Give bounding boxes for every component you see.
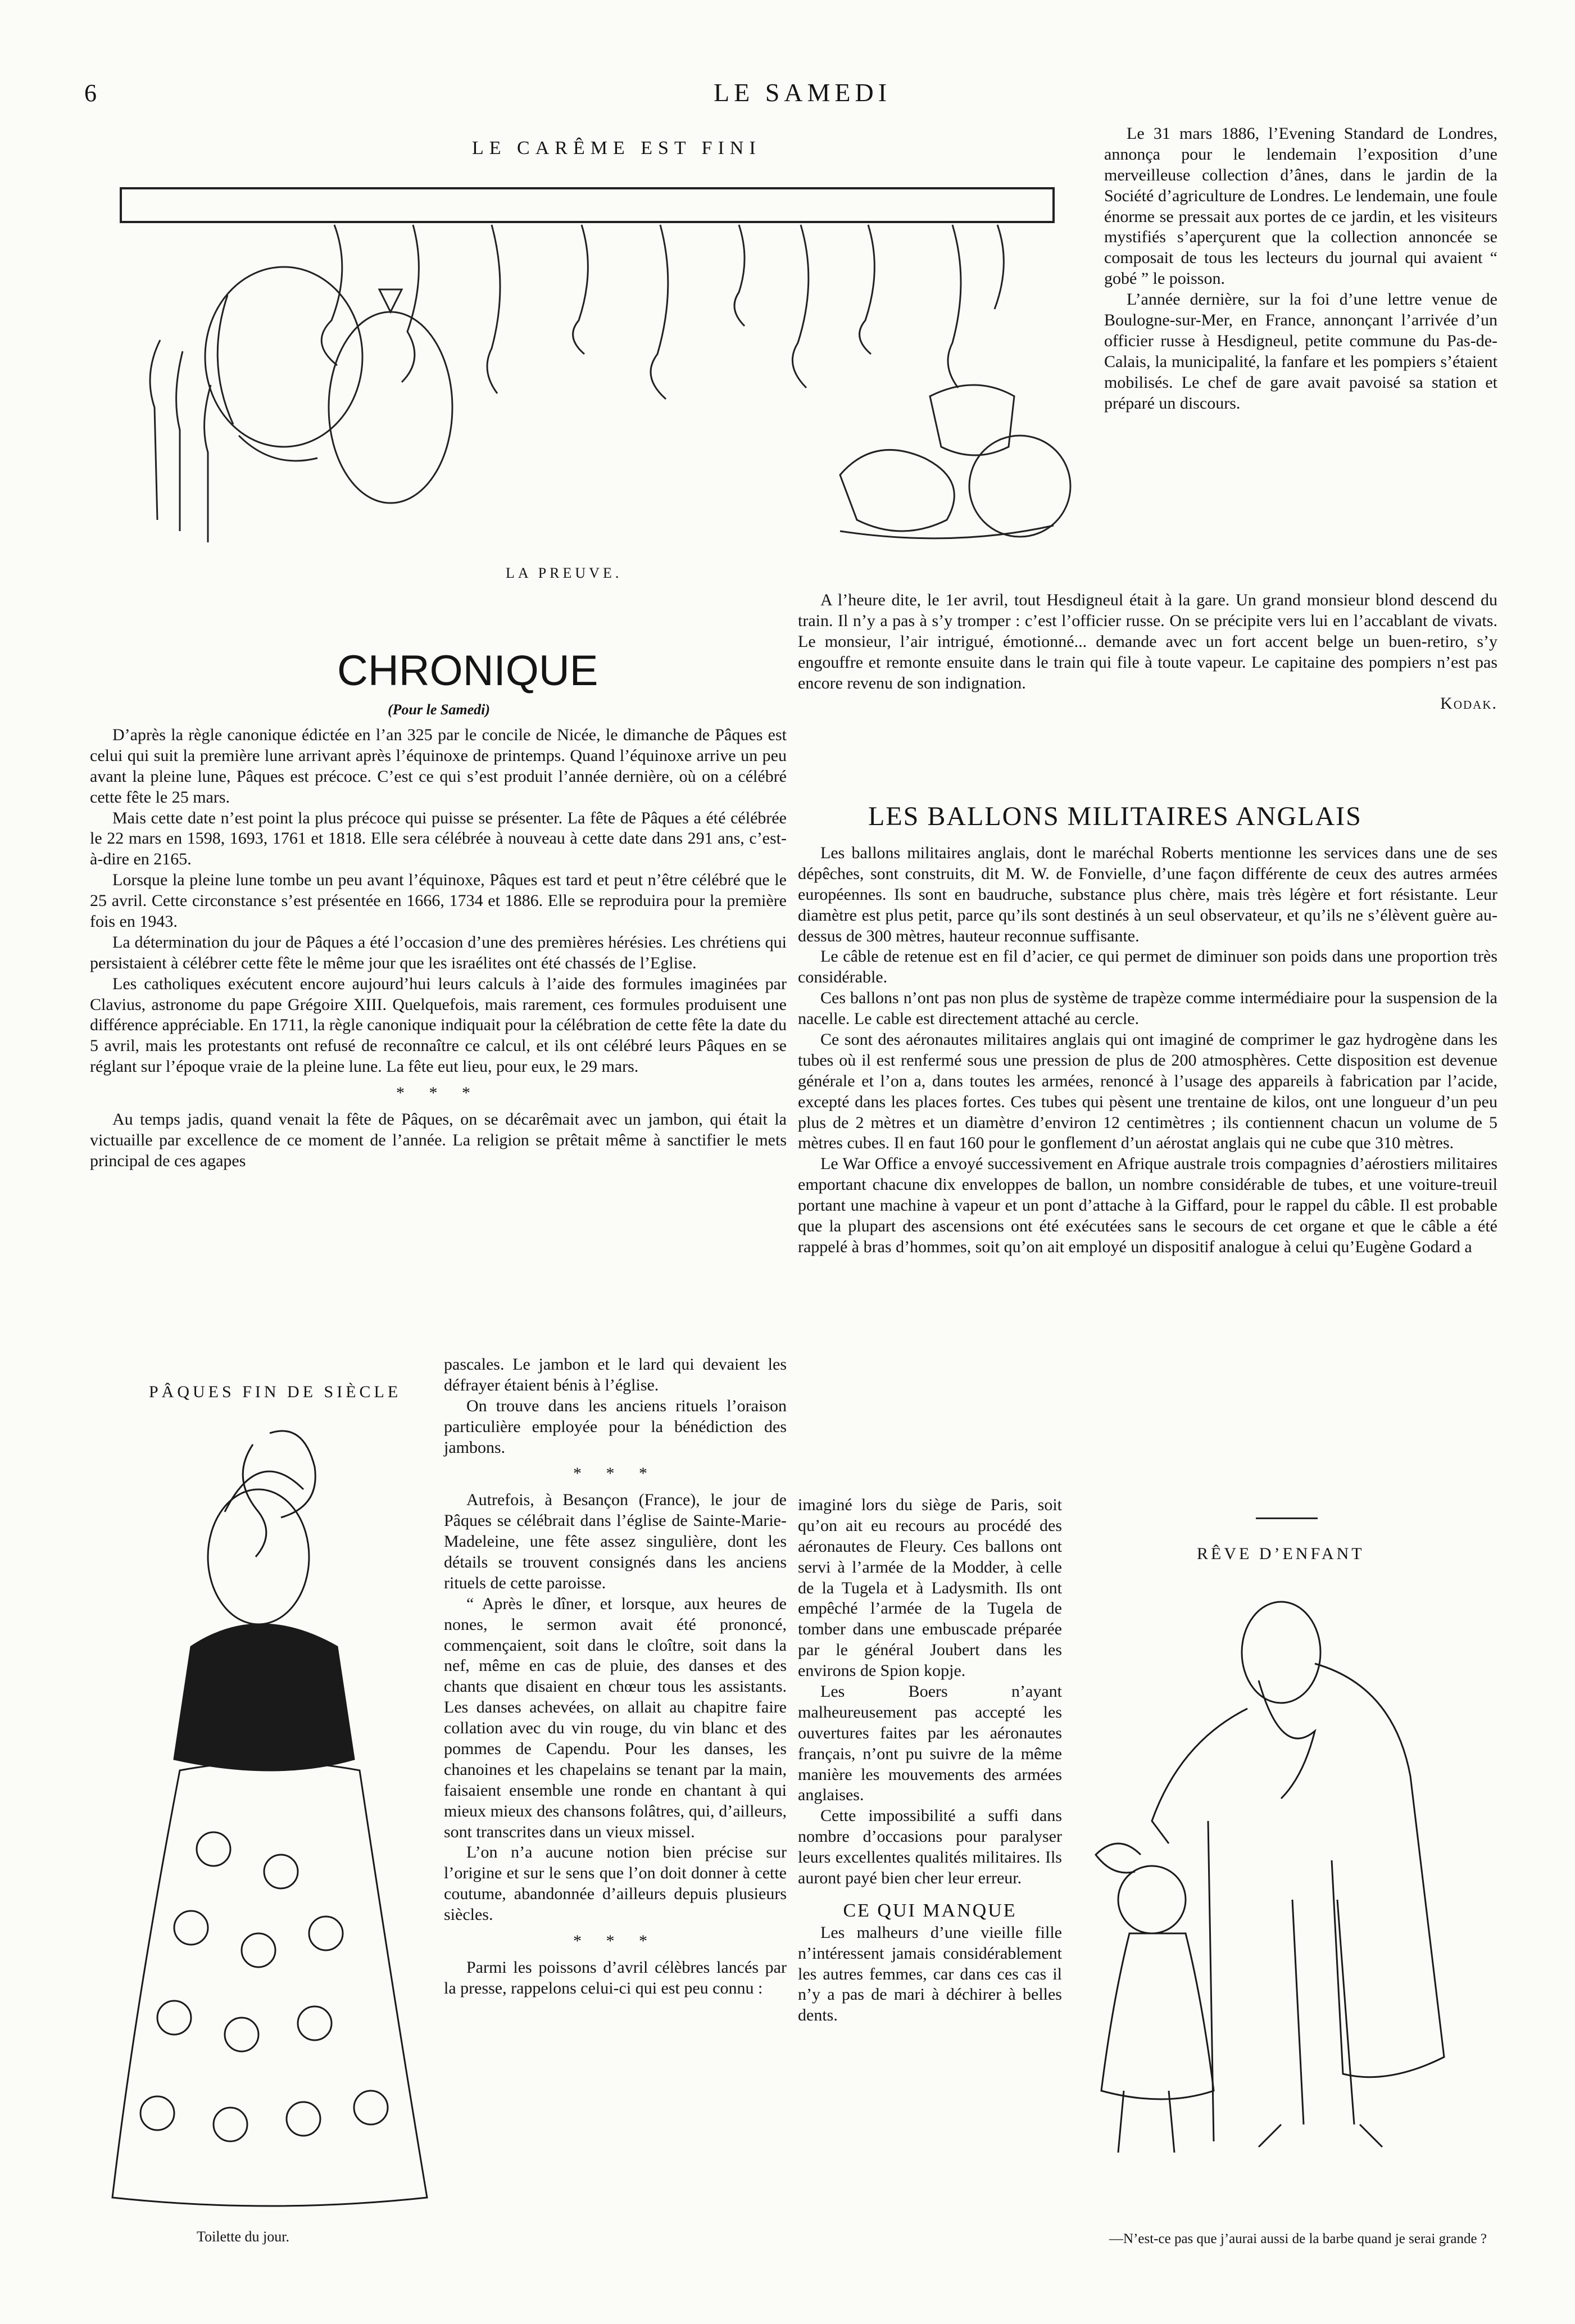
evening-signature: Kodak. <box>1440 694 1497 713</box>
middle-column <box>444 1354 787 1999</box>
careme-caption: LA PREUVE. <box>506 565 623 581</box>
paques-caption: Toilette du jour. <box>197 2228 289 2245</box>
reve-illustration <box>1079 1585 1506 2181</box>
careme-illustration <box>98 171 1076 559</box>
middle-separator: * * * <box>573 1932 657 1951</box>
middle-paragraph: L’on n’a aucune notion bien précise sur l’origine et sur le sens que l’on doit donner à cette coutume, abandonnée d’ailleurs depuis plusieurs siècles. <box>444 1843 787 1924</box>
masthead: LE SAMEDI <box>714 78 892 107</box>
middle-separator: * * * <box>573 1464 657 1483</box>
reve-heading: RÊVE D’ENFANT <box>1197 1544 1365 1563</box>
middle-paragraph: Parmi les poissons d’avril célèbres lancés par la presse, rappelons celui-ci qui est peu connu : <box>444 1958 787 1997</box>
ballons-paragraph: Cette impossibilité a suffi dans nombre d’occasions pour paralyser leurs excellentes qualités militaires. Ils auront payé bien cher leur erreur. <box>798 1806 1062 1888</box>
chronique-column <box>90 725 787 1172</box>
evening-column <box>1104 124 1497 414</box>
chronique-paragraph: La détermination du jour de Pâques a été l’occasion d’une des premières hérésies. Les chrétiens qui persistaient à célébrer cette fête le même jour que les israélites ont été chassés de l’Eglise. <box>90 932 787 972</box>
middle-paragraph: pascales. Le jambon et le lard qui devaient les défrayer étaient bénis à l’église. <box>444 1355 787 1394</box>
ballons-column <box>798 843 1497 1258</box>
evening-paragraph: Le 31 mars 1886, l’Evening Standard de Londres, annonça pour le lendemain l’exposition d’une merveilleuse collection d’ânes, dans le jardin de la Société d’agriculture de Londres. Le lendemain, une foule énorme se pressait aux portes de ce jardin, et les visiteurs mystifiés s’aperçurent que la collection annoncée se composait de tous les lecteurs du journal qui avaient “ gobé ” le poisson. <box>1104 124 1497 288</box>
manque-title: CE QUI MANQUE <box>843 1900 1017 1921</box>
chronique-paragraph: D’après la règle canonique édictée en l’an 325 par le concile de Nicée, le dimanche de Pâques est celui qui suit la première lune arrivant après l’équinoxe de printemps. Quand l’équinoxe arrive un peu avant la pleine lune, Pâques est précoce. C’est ce qui s’est produit l’année dernière, où on a célébré cette fête le 25 mars. <box>90 726 787 807</box>
chronique-separator: * * * <box>396 1084 480 1103</box>
page-number: 6 <box>84 79 97 107</box>
chronique-subtitle: (Pour le Samedi) <box>388 701 490 718</box>
middle-paragraph: Autrefois, à Besançon (France), le jour de Pâques se célébrait dans l’église de Sainte-Marie-Madeleine, une fête assez singulière, dont les détails se trouvent consignés dans les anciens rituels de cette paroisse. <box>444 1491 787 1592</box>
chronique-title: CHRONIQUE <box>337 647 598 695</box>
chronique-paragraph: Au temps jadis, quand venait la fête de Pâques, on se décarêmait avec un jambon, qui était la victuaille par excellence de ce moment de l’année. La religion se prêtait même à sanctifier le mets principal de ces agapes <box>90 1110 787 1170</box>
paques-heading: PÂQUES FIN DE SIÈCLE <box>149 1383 402 1401</box>
ballons-paragraph: Ces ballons n’ont pas non plus de système de trapèze comme intermédiaire pour la suspension de la nacelle. Le cable est directement attaché au cercle. <box>798 989 1497 1029</box>
evening-continued <box>798 590 1497 714</box>
ballons-paragraph: imaginé lors du siège de Paris, soit qu’on ait eu recours au procédé des aéronautes de Fleury. Ces ballons ont servi à l’armée de la Modder, à celle de la Tugela et à Ladysmith. Ils ont empêché l’armée de la Tugela de tomber dans une embuscade préparée par le général Joubert dans les environs de Spion kopje. <box>798 1496 1062 1680</box>
middle-paragraph: On trouve dans les anciens rituels l’oraison particulière employée pour la bénédiction des jambons. <box>444 1396 787 1457</box>
chronique-paragraph: Les catholiques exécutent encore aujourd’hui leurs calculs à l’aide des formules imaginées par Clavius, astronome du pape Grégoire XIII. Quelquefois, mais rarement, ces formules produisent une différence appréciable. En 1711, la règle canonique indiquait pour la célébration de cette fête la date du 5 avril, mais les protestants ont refusé de reconnaître ce calcul, et ils ont célébré leurs Pâques en se réglant sur l’époque vraie de la pleine lune. La fête eut lieu, pour eux, le 29 mars. <box>90 974 787 1076</box>
evening-paragraph: L’année dernière, sur la foi d’une lettre venue de Boulogne-sur-Mer, en France, annonçant l’arrivée d’un officier russe à Hesdigneul, petite commune du Pas-de-Calais, la municipalité, la fanfare et les pompiers s’étaient mobilisés. Le chef de gare avait pavoisé sa station et préparé un discours. <box>1104 290 1497 413</box>
ballons-paragraph: Les Boers n’ayant malheureusement pas accepté les ouvertures faites par les aéronautes français, n’ont pu suivre de la même manière les mouvements des armées anglaises. <box>798 1682 1062 1805</box>
evening-paragraph: A l’heure dite, le 1er avril, tout Hesdigneul était à la gare. Un grand monsieur blond descend du train. Il n’y a pas à s’y tromper : c’est l’officier russe. On se précipite vers lui en l’accablant de vivats. Le monsieur, l’air intrigué, émotionné... demande avec un fort accent belge un buen-retiro, s’y engouffre et remonte ensuite dans le train qui file à toute vapeur. Le capitaine des pompiers n’est pas encore revenu de son indignation. <box>798 591 1497 692</box>
manque-text: Les malheurs d’une vieille fille n’intéressent jamais considérablement les autres femmes, car dans ces cas il n’y a pas de mari à déchirer à belles dents. <box>798 1923 1062 2025</box>
ballons-paragraph: Le War Office a envoyé successivement en Afrique australe trois compagnies d’aérostiers militaires emportant chacune dix enveloppes de ballon, un nombre considérable de tubes, et une voiture-treuil portant une machine à vapeur et un pont d’attache à la Giffard, pour le rappel du câble. Il est probable que la plupart des ascensions ont été exécutées sans le secours de cet organe et que le câble a été rappelé à bras d’hommes, soit qu’on ait employé un dispositif analogue à celui qu’Eugène Godard a <box>798 1154 1497 1256</box>
ballons-paragraph: Le câble de retenue est en fil d’acier, ce qui permet de diminuer son poids dans une proportion très considérable. <box>798 947 1497 987</box>
reve-caption: —N’est-ce pas que j’aurai aussi de la barbe quand je serai grande ? <box>1109 2231 1487 2246</box>
middle-paragraph: “ Après le dîner, et lorsque, aux heures de nones, le sermon avait été prononcé, commençaient, soit dans le cloître, soit dans la nef, même en cas de pluie, des danses et des chants que disaient en chœur tous les assistants. Les danses achevées, on allait au chapitre faire collation avec du vin rouge, du vin blanc et des pommes de Capendu. Pour les danses, les chanoines et les chapelains se tenant par la main, faisaient ensemble une ronde en chantant à qui mieux mieux des chansons folâtres, qui, d’ailleurs, sont transcrites dans un vieux missel. <box>444 1594 787 1841</box>
ballons-paragraph: Ce sont des aéronautes militaires anglais qui ont imaginé de comprimer le gaz hydrogène dans les tubes où il est renfermé sous une pression de plus de 200 atmosphères. Cette disposition est devenue générale et l’on a, dans toutes les armées, renoncé à l’usage des appareils à fabrication par l’acide, excepté dans les places fortes. Ces tubes qui pèsent une trentaine de kilos, ont une longueur d’un peu plus de 2 mètres et un diamètre d’environ 12 centimètres ; ils contiennent chacun un volume de 5 mètres cubes. Il en faut 160 pour le gonflement d’un aérostat anglais qui ne cube que 310 mètres. <box>798 1030 1497 1153</box>
careme-heading: LE CARÊME EST FINI <box>472 138 761 158</box>
ballons-continued <box>798 1495 1062 2026</box>
reve-heading-rule <box>1256 1517 1318 1519</box>
chronique-paragraph: Mais cette date n’est point la plus précoce qui puisse se présenter. La fête de Pâques a été célébrée le 22 mars en 1598, 1693, 1761 et 1818. Elle sera célébrée à nouveau à cette date dans 291 ans, c’est-à-dire en 2165. <box>90 808 787 869</box>
chronique-paragraph: Lorsque la pleine lune tombe un peu avant l’équinoxe, Pâques est tard et peut n’être célébré que le 25 avril. Cette circonstance s’est présentée en 1666, 1734 et 1886. Elle se reproduira pour la première fois en 1943. <box>90 871 787 931</box>
paques-illustration <box>101 1411 438 2220</box>
ballons-paragraph: Les ballons militaires anglais, dont le maréchal Roberts mentionne les services dans une de ses dépêches, sont construits, dit M. W. de Fonvielle, d’une façon différente de ceux des autres armées européennes. Ils sont en baudruche, substance plus chère, mais très légère et fort résistante. Leur diamètre est plus petit, parce qu’ils sont destinés à un seul observateur, et qu’ils ne s’élèvent guère au-dessus de 300 mètres, hauteur reconnue suffisante. <box>798 844 1497 945</box>
ballons-title: LES BALLONS MILITAIRES ANGLAIS <box>868 801 1362 831</box>
